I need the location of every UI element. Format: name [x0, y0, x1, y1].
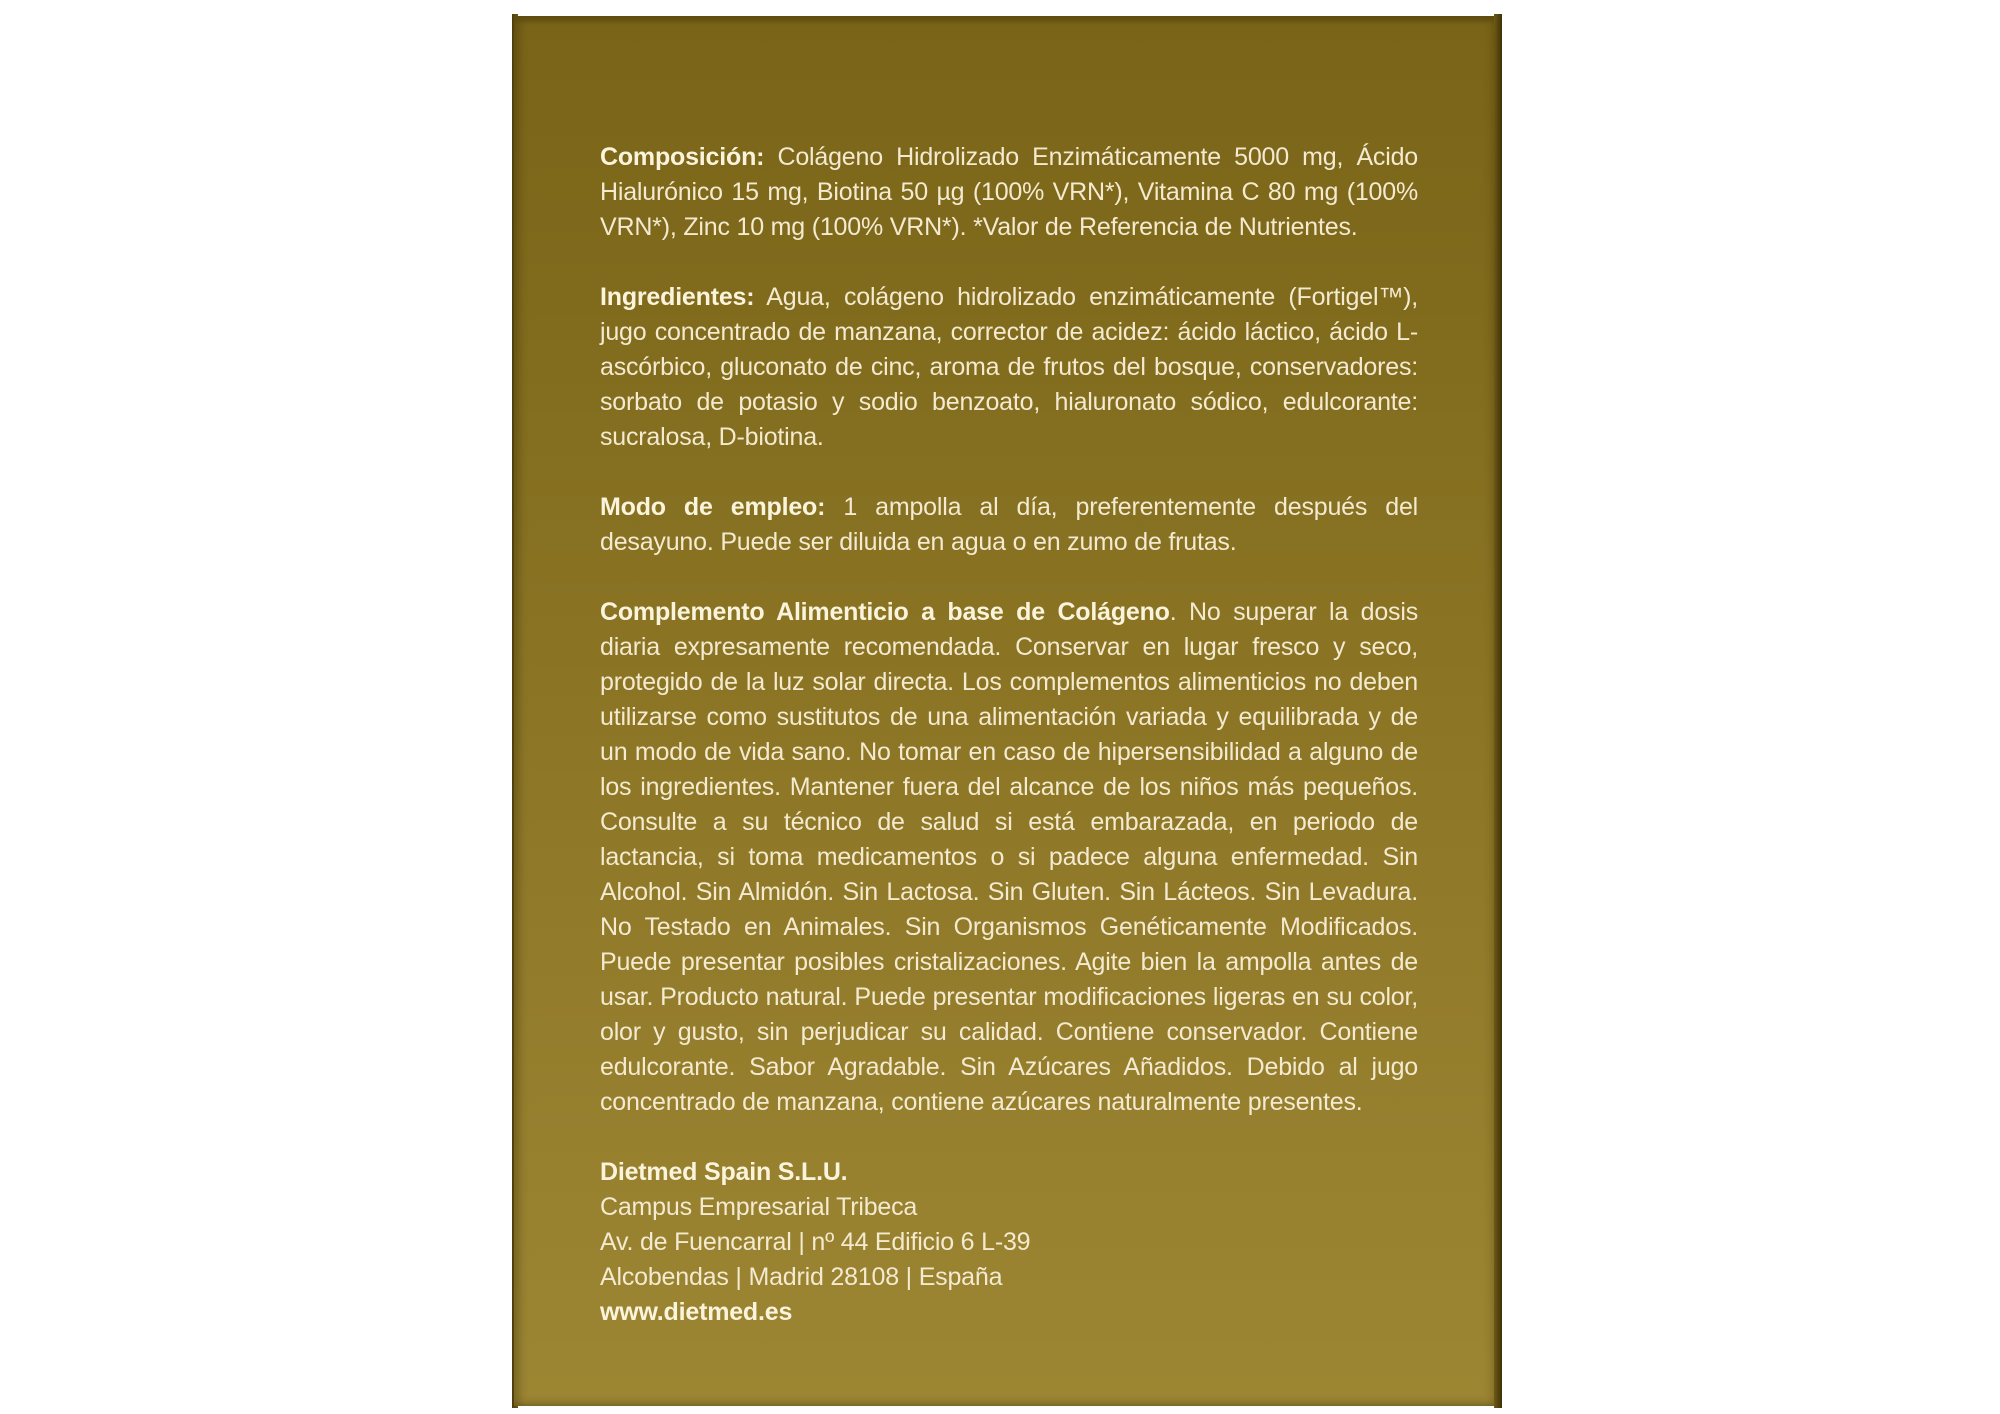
supplement-paragraph [600, 595, 1418, 1120]
composition-text: Colágeno Hidrolizado Enzimáticamente 5000 mg, Ácido Hialurónico 15 mg, Biotina 50 µg (100% VRN*), Vitamina C 80 mg (100% VRN*), Zinc 10 mg (100% VRN*). *Valor de Referencia de Nutrientes. [600, 143, 1418, 241]
company-name: Dietmed Spain S.L.U. [600, 1158, 848, 1186]
address-line-1: Campus Empresarial Tribeca [600, 1193, 918, 1221]
usage-paragraph [600, 490, 1418, 560]
ingredients-text: Agua, colágeno hidrolizado enzimáticamente (Fortigel™), jugo concentrado de manzana, corrector de acidez: ácido láctico, ácido L-ascórbico, gluconato de cinc, aroma de frutos del bosque, conservadores: sorbato de potasio y sodio benzoato, hialuronato sódico, edulcorante: sucralosa, D-biotina. [600, 283, 1418, 451]
composition-heading: Composición: [600, 143, 765, 171]
ingredients-heading: Ingredientes: [600, 283, 755, 311]
label-text [600, 140, 1418, 1330]
usage-text: 1 ampolla al día, preferentemente después del desayuno. Puede ser diluida en agua o en zumo de frutas. [600, 493, 1419, 556]
box-right-edge [1494, 14, 1502, 1408]
ingredients-paragraph [600, 280, 1418, 455]
supplement-heading: Complemento Alimenticio a base de Colágeno [600, 598, 1170, 626]
supplement-text: . No superar la dosis diaria expresamente recomendada. Conservar en lugar fresco y seco, protegido de la luz solar directa. Los complementos alimenticios no deben utilizarse como sustitutos de una alimentación variada y equilibrada y de un modo de vida sano. No tomar en caso de hipersensibilidad a alguno de los ingredientes. Mantener fuera del alcance de los niños más pequeños. Consulte a su técnico de salud si está embarazada, en periodo de lactancia, si toma medicamentos o si padece alguna enfermedad. Sin Alcohol. Sin Almidón. Sin Lactosa. Sin Gluten. Sin Lácteos. Sin Levadura. No Testado en Animales. Sin Organismos Genéticamente Modificados. Puede presentar posibles cristalizaciones. Agite bien la ampolla antes de usar. Producto natural. Puede presentar modificaciones ligeras en su color, olor y gusto, sin perjudicar su calidad. Contiene conservador. Contiene edulcorante. Sabor Agradable. Sin Azúcares Añadidos. Debido al jugo concentrado de manzana, contiene azúcares naturalmente presentes. [600, 598, 1418, 1116]
usage-heading: Modo de empleo: [600, 493, 826, 521]
composition-paragraph [600, 140, 1418, 245]
address-line-3: Alcobendas | Madrid 28108 | España [600, 1263, 1003, 1291]
website-link: www.dietmed.es [600, 1298, 793, 1326]
company-address [600, 1155, 1418, 1330]
address-line-2: Av. de Fuencarral | nº 44 Edificio 6 L-39 [600, 1228, 1031, 1256]
